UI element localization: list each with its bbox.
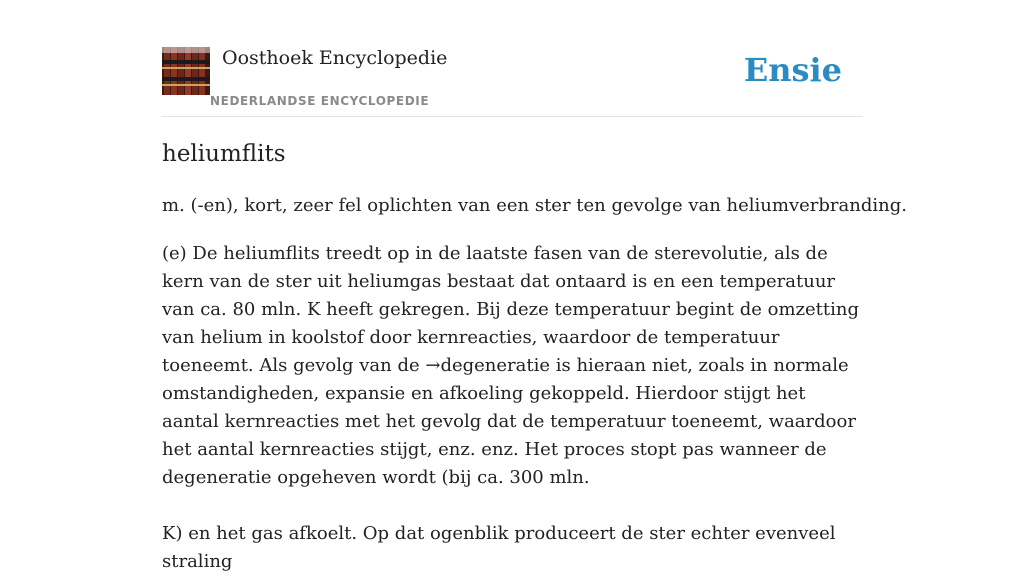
article-body-continued: K) en het gas afkoelt. Op dat ogenblik produceert de ster echter evenveel straling: [162, 523, 836, 572]
article-body-text: (e) De heliumflits treedt op in de laatste fasen van de sterevolutie, als de kern van de ster uit heliumgas bestaat dat ontaard is en een temperatuur van ca. 80 mln. K heeft gekregen. Bij deze temperatuur begint de omzetting van helium in koolstof door kernreacties, waardoor de temperatuur toeneemt. Als gevolg van de: [162, 243, 859, 376]
article-body: [162, 240, 862, 492]
brand-logo[interactable]: Ensie: [743, 51, 842, 89]
site-header: [162, 46, 862, 117]
degeneratie-link[interactable]: →degeneratie: [425, 355, 551, 376]
article-body-text: is hieraan niet, zoals in normale omstandigheden, expansie en afkoeling gekoppeld. Hierdoor stijgt het aantal kernreacties met het gevolg dat de temperatuur toeneemt, waardoor het aantal kernreacties stijgt, enz. enz. Het proces stopt pas wanneer de degeneratie opgeheven wordt (bij ca. 300 mln.: [162, 355, 856, 488]
book-spines-icon[interactable]: [162, 47, 210, 95]
article: [162, 136, 907, 576]
article-headword: heliumflits: [162, 141, 286, 167]
site-subtitle: NEDERLANDSE ENCYCLOPEDIE: [210, 94, 430, 108]
site-title[interactable]: Oosthoek Encyclopedie: [222, 47, 448, 69]
article-definition: m. (-en), kort, zeer fel oplichten van een ster ten gevolge van heliumverbranding.: [162, 195, 907, 216]
